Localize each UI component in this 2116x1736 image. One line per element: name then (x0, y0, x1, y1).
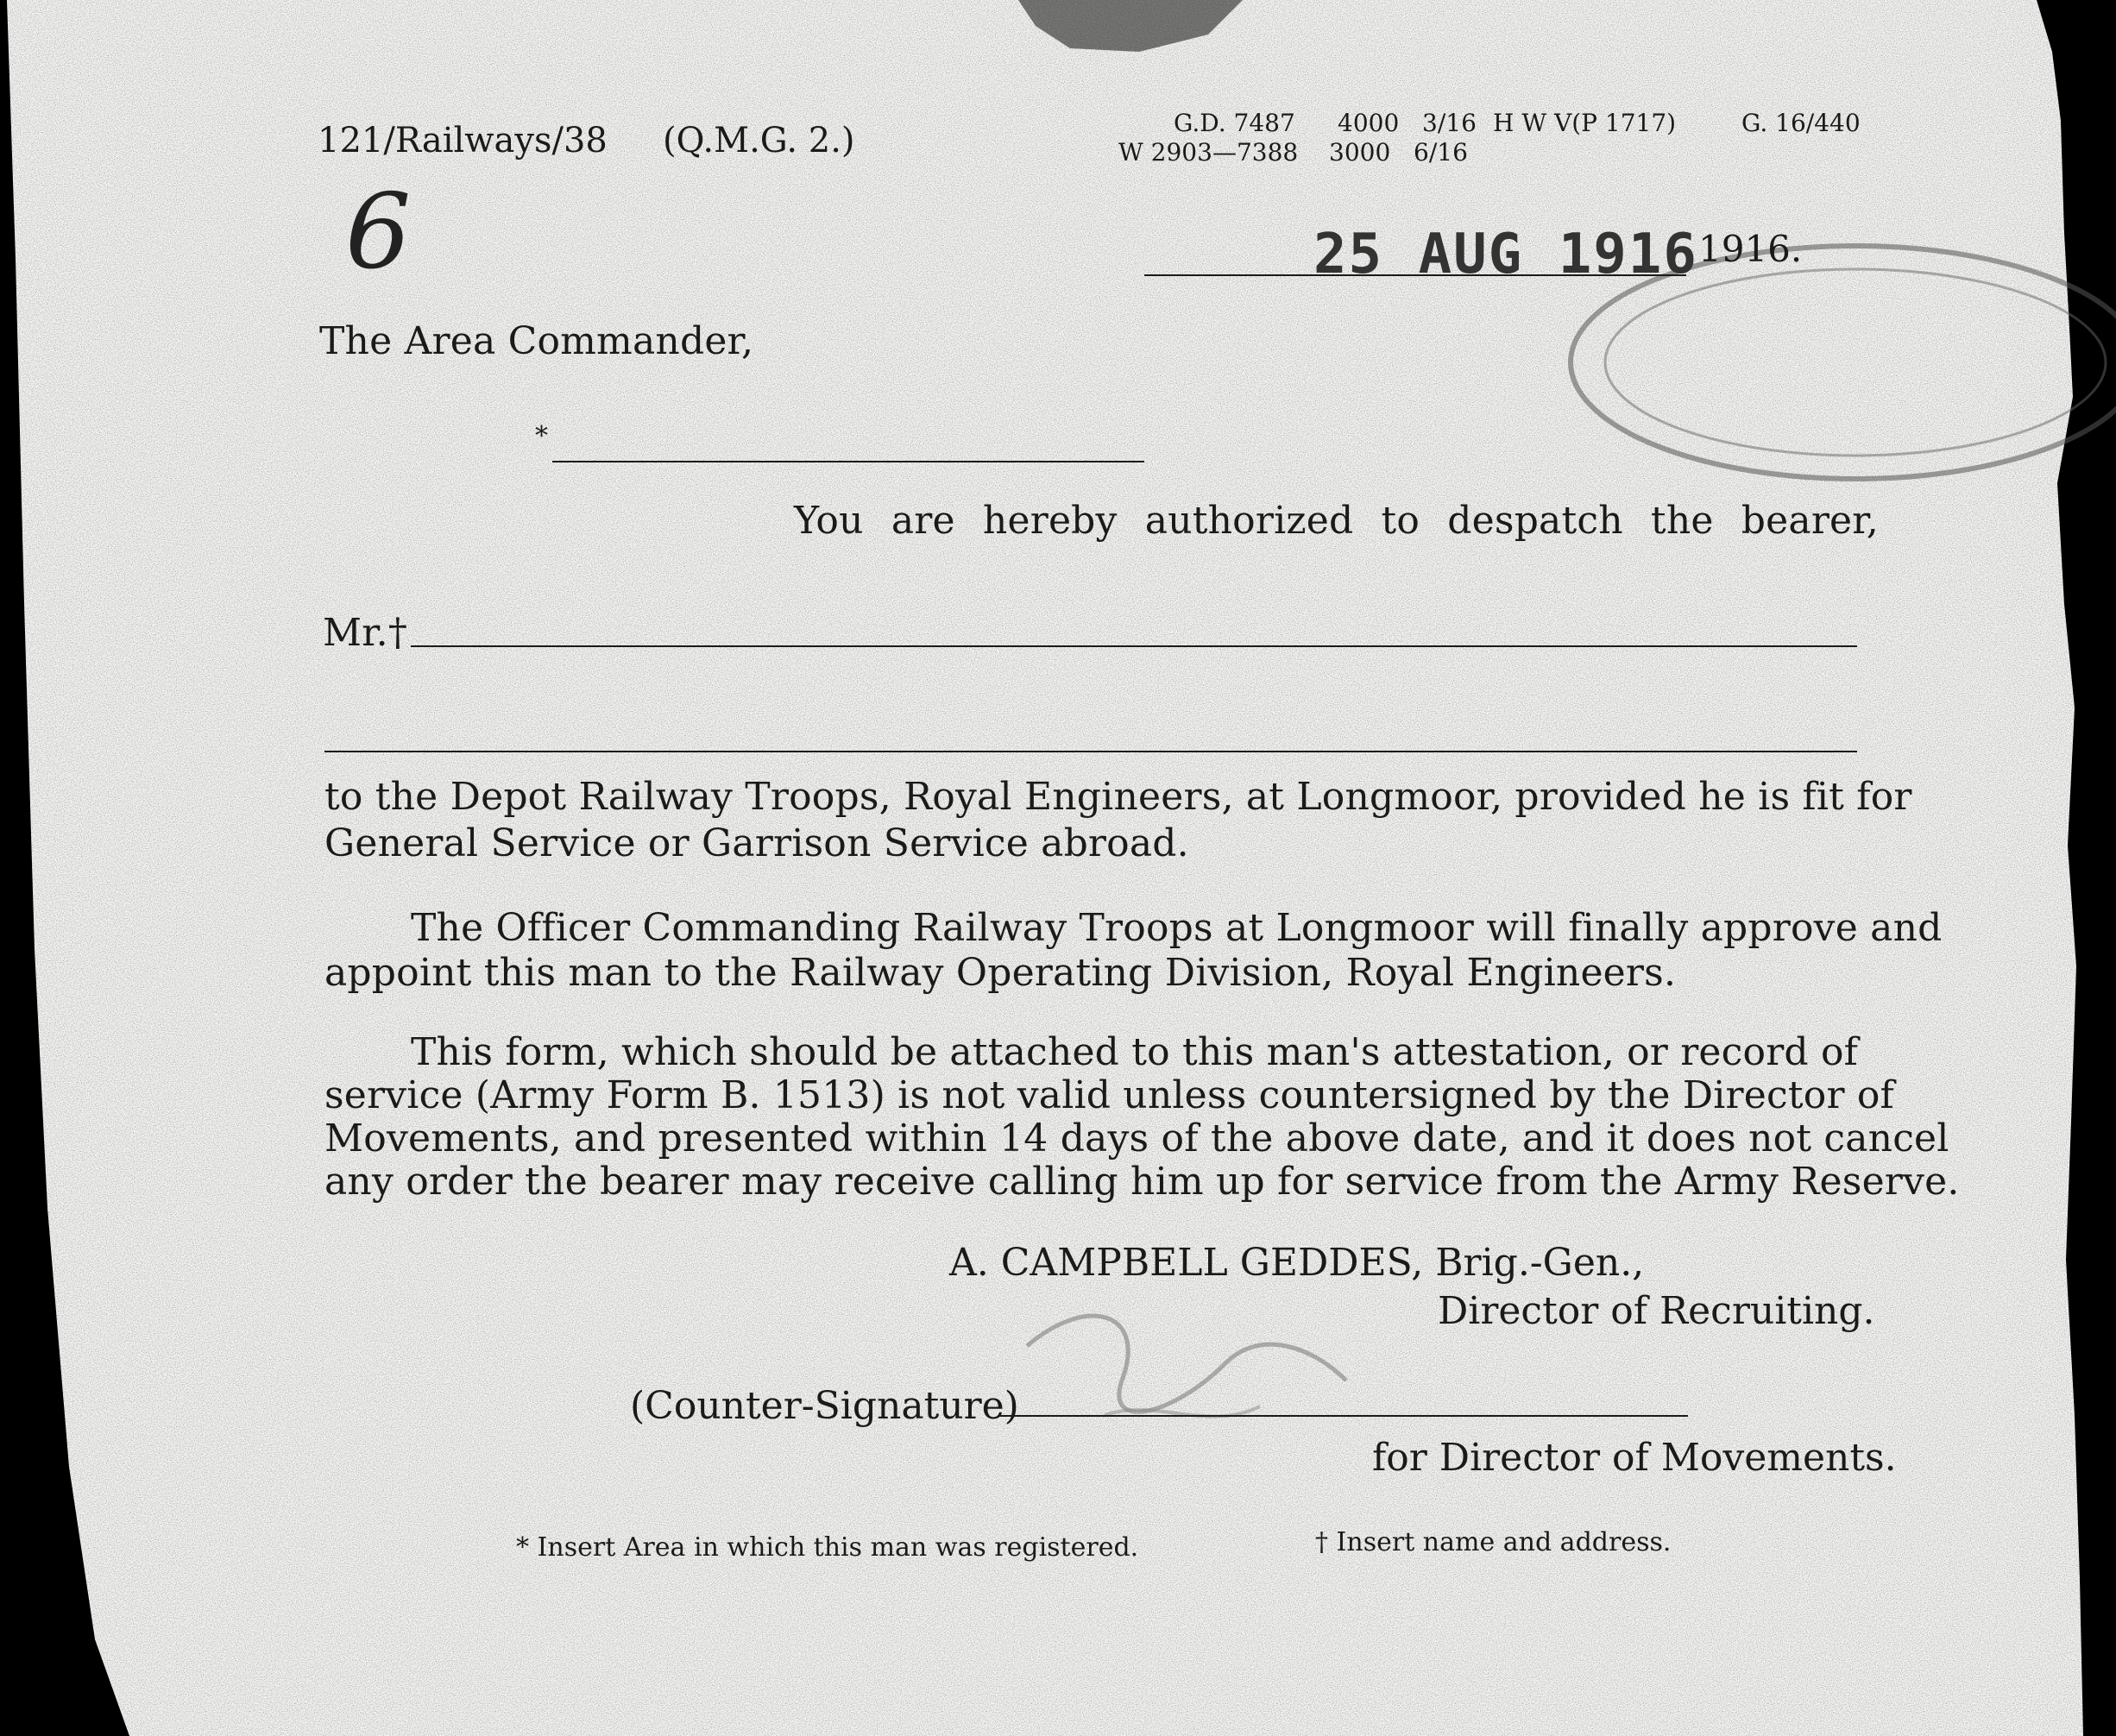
paragraph-3-line-3: Movements, and presented within 14 days of the above date, and it does not cancel (324, 1116, 1949, 1160)
print-code-1: G.D. 7487 (1174, 109, 1295, 137)
footnote-name: † Insert name and address. (1315, 1527, 1672, 1557)
date-year: 1916. (1698, 228, 1803, 270)
handwritten-mark: 6 (345, 173, 412, 292)
paragraph-2-line-2: appoint this man to the Railway Operating Division, Royal Engineers. (324, 951, 1677, 995)
date-stamp: 25 AUG 1916 (1313, 223, 1698, 286)
paragraph-1-line-2: General Service or Garrison Service abroad. (324, 821, 1189, 865)
counter-signature-label: (Counter-Signature) (630, 1384, 1019, 1428)
print-code-3: G. 16/440 (1741, 109, 1861, 137)
print-date-2: 6/16 (1414, 138, 1468, 167)
addressee: The Area Commander, (319, 319, 754, 363)
area-marker: * (535, 421, 548, 451)
area-line (552, 461, 1144, 462)
print-code-2: H W V(P 1717) (1493, 109, 1677, 137)
signatory-title: Director of Recruiting. (1438, 1289, 1875, 1333)
counter-signature-line (998, 1415, 1688, 1417)
paragraph-3-line-2: service (Army Form B. 1513) is not valid unless countersigned by the Director of (324, 1073, 1895, 1117)
name-line-1 (411, 645, 1857, 647)
print-code-4: W 2903—7388 (1118, 138, 1299, 167)
paragraph-1-line-1: to the Depot Railway Troops, Royal Engineers, at Longmoor, provided he is fit for (324, 775, 1912, 819)
paragraph-3-line-1: This form, which should be attached to this man's attestation, or record of (411, 1030, 1859, 1074)
signatory-name: A. CAMPBELL GEDDES, Brig.-Gen., (949, 1241, 1645, 1285)
qmg-code: (Q.M.G. 2.) (663, 121, 855, 160)
authorization-text: You are hereby authorized to despatch the bearer, (794, 499, 1879, 543)
mr-label: Mr.† (323, 611, 408, 655)
paragraph-3-line-4: any order the bearer may receive calling him up for service from the Army Reserve. (324, 1160, 1960, 1204)
reference-number: 121/Railways/38 (318, 121, 608, 160)
name-line-2 (324, 751, 1857, 752)
print-qty-1: 4000 (1338, 109, 1400, 137)
paragraph-2-line-1: The Officer Commanding Railway Troops at Longmoor will finally approve and (411, 906, 1943, 950)
print-date-1: 3/16 (1422, 109, 1477, 137)
footnote-area: * Insert Area in which this man was registered. (516, 1532, 1139, 1563)
counter-signature-for: for Director of Movements. (1372, 1436, 1897, 1480)
print-qty-2: 3000 (1329, 138, 1391, 167)
